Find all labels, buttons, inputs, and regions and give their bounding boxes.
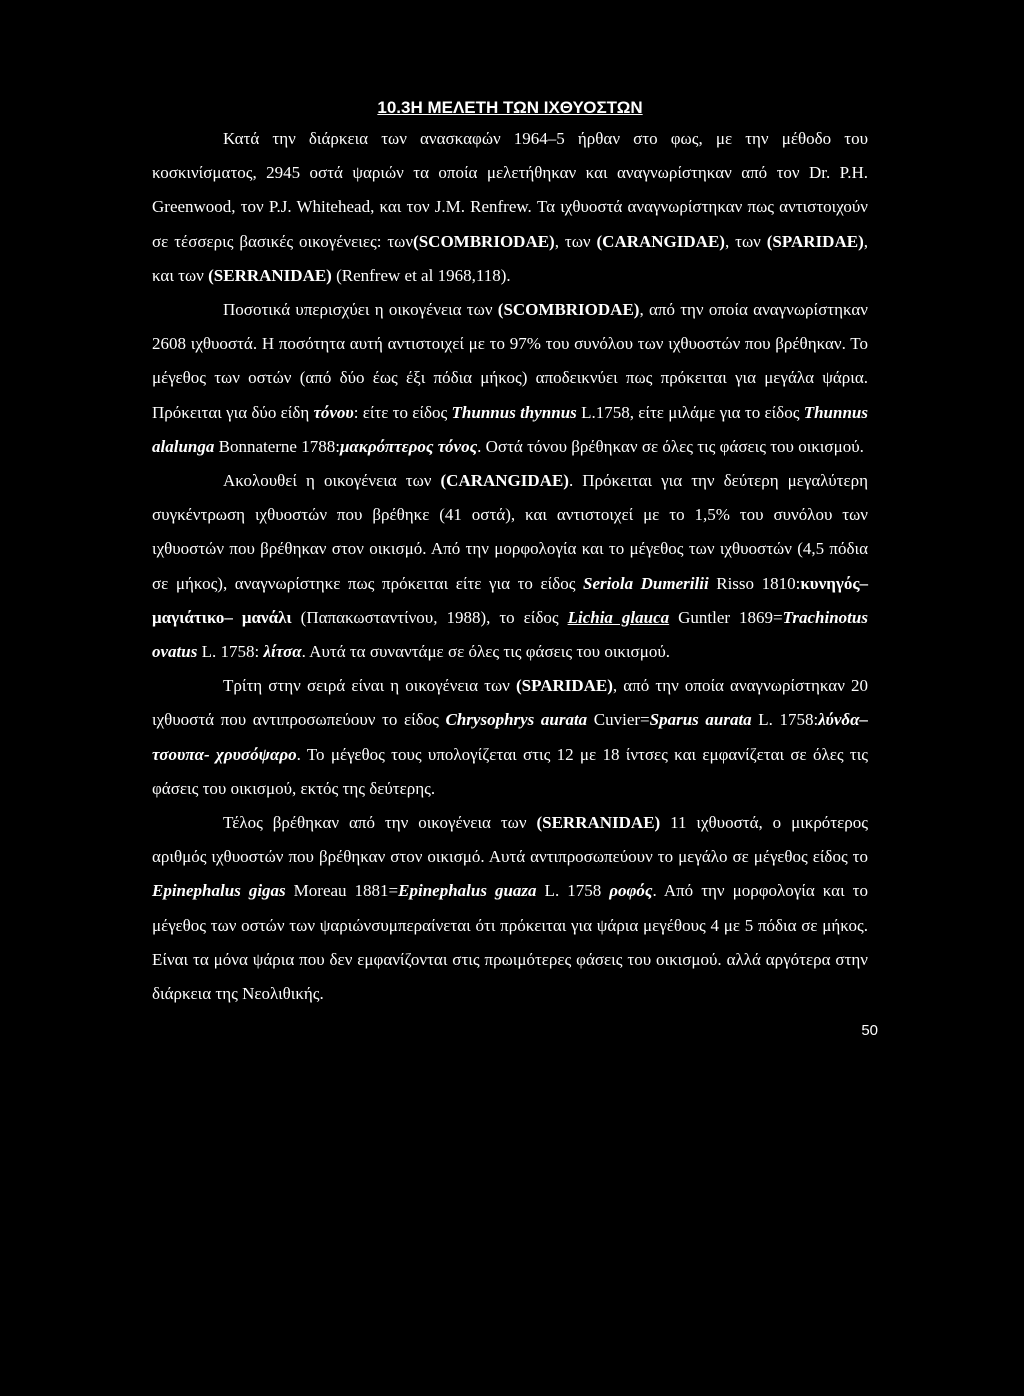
paragraph-4 [152,669,868,806]
p2-text-6: . Οστά τόνου βρέθηκαν σε όλες τις φάσεις του οικισμού. [477,436,864,456]
p5-text-4: L. 1758 [536,881,610,901]
p3-text-6: L. 1758: [197,642,264,662]
common-name-amberjack: κυνηγός–μαγιάτικο– μανάλι [152,573,868,627]
p5-text-5: . Από την μορφολογία και το μέγεθος των οστών των ψαριώνσυμπεραίνεται ότι πρόκειται για ψάρια μεγέθους 4 με 5 πόδια σε μήκος. Είναι τα μόνα ψάρια που δεν εμφανίζονται στις πρωιμότερες φάσεις του οικισμού. αλλά αργότερα στην διάρκεια της Νεολιθικής. [152,881,868,1004]
p3-text-4: (Παπακωσταντίνου, 1988), το είδος [291,607,568,627]
family-sparidae: (SPARIDAE) [515,676,613,696]
family-scombriodae: (SCOMBRIODAE) [413,231,555,251]
section-title: 10.3Η ΜΕΛΕΤΗ ΤΩΝ ΙΧΘΥΟΣΤΩΝ [377,98,643,117]
family-serranidae: (SERRANIDAE) [208,265,332,285]
species-epinephalus-guaza: Epinephalus guaza [398,881,537,901]
p4-text-2: , από την οποία αναγνωρίστηκαν 20 ιχθυοστά που αντιπροσωπεύουν το είδος [152,676,869,730]
p3-text-5: Guntler 1869= [669,607,783,627]
species-lichia-glauca: Lichia glauca [567,607,670,627]
p5-text-3: Moreau 1881= [285,881,399,901]
p5-text-2: 11 ιχθυοστά, ο μικρότερος αριθμός ιχθυοστών που βρέθηκαν στον οικισμό. Αυτά αντιπροσωπεύουν το μεγάλο σε μέγεθος είδος το [152,813,868,867]
common-name-grouper: ροφός [609,881,653,901]
document-body [152,96,868,1011]
common-name-tuna: τόνου [313,402,354,422]
p1-text-2: , των [554,231,597,251]
paragraph-1 [152,122,868,293]
p4-text-4: L. 1758: [751,710,819,730]
species-seriola-dumerilii: Seriola Dumerilii [583,573,709,593]
family-carangidae: (CARANGIDAE) [440,471,569,491]
species-thunnus-alalunga: Thunnus alalunga [152,402,868,456]
p2-text-5: Bonnaterne 1788: [214,436,340,456]
species-epinephalus-gigas: Epinephalus gigas [152,881,286,901]
common-name-gilthead: λύνδα–τσουπα- χρυσόψαρο [152,710,868,764]
species-sparus-aurata: Sparus aurata [649,710,752,730]
species-trachinotus-ovatus: Trachinotus ovatus [152,607,868,662]
p4-text-1: Τρίτη στην σειρά είναι η οικογένεια των [223,676,516,696]
page-number: 50 [861,1022,878,1039]
common-name-albacore: μακρόπτερος τόνος [339,436,478,456]
p3-text-1: Ακολουθεί η οικογένεια των [223,471,441,491]
species-chrysophrys-aurata: Chrysophrys aurata [445,710,588,730]
p5-text-1: Τέλος βρέθηκαν από την οικογένεια των [223,813,537,833]
p1-text-3: , των [724,231,767,251]
common-name-litsa: λίτσα [263,642,302,662]
family-carangidae: (CARANGIDAE) [596,231,725,251]
p2-text-2: , από την οποία αναγνωρίστηκαν 2608 ιχθυοστά. Η ποσότητα αυτή αντιστοιχεί με το 97% του συνόλου των ιχθυοστών που βρέθηκαν. Το μέγεθος των οστών (από δύο έως έξι πόδια μήκος) αποδεικνύει πως πρόκειται για μεγάλα ψάρια. Πρόκειται για δύο είδη [152,300,868,422]
p3-text-3: Risso 1810: [708,573,801,593]
p3-text-7: . Αυτά τα συναντάμε σε όλες τις φάσεις του οικισμού. [301,642,670,662]
paragraph-3 [152,464,868,669]
p2-text-3: : είτε το είδος [353,402,452,422]
family-sparidae: (SPARIDAE) [766,231,864,251]
paragraph-2 [152,293,868,464]
p4-text-3: Cuvier= [587,710,650,730]
p1-text-5: (Renfrew et al 1968,118). [331,265,511,285]
p2-text-1: Ποσοτικά υπερισχύει η οικογένεια των [223,300,498,320]
p4-text-5: . Το μέγεθος τους υπολογίζεται στις 12 με 18 ίντσες και εμφανίζεται σε όλες τις φάσεις του οικισμού, εκτός της δεύτερης. [152,744,869,798]
species-thunnus-thynnus: Thunnus thynnus [451,402,577,422]
p1-text-1: Κατά την διάρκεια των ανασκαφών 1964–5 ήρθαν στο φως, με την μέθοδο του κοσκινίσματος, 2945 οστά ψαριών τα οποία μελετήθηκαν και αναγνωρίστηκαν από τον Dr. P.H. Greenwood, τον P.J. Whitehead, και τον J.M. Renfrew. Τα ιχθυοστά αναγνωρίστηκαν πως αντιστοιχούν σε τέσσερις βασικές οικογένειες: των [152,129,868,251]
family-scombriodae: (SCOMBRIODAE) [497,300,640,320]
family-serranidae: (SERRANIDAE) [536,813,661,833]
p1-text-4: , και των [152,231,868,285]
p3-text-2: . Πρόκειται για την δεύτερη μεγαλύτερη συγκέντρωση ιχθυοστών που βρέθηκε (41 οστά), και αντιστοιχεί με το 1,5% του συνόλου των ιχθυοστών που βρέθηκαν στον οικισμό. Από την μορφολογία και το μέγεθος των ιχθυοστών (4,5 πόδια σε μήκος), αναγνωρίστηκε πως πρόκειται είτε για το είδος [152,471,869,593]
paragraph-5 [152,806,868,1011]
p2-text-4: L.1758, είτε μιλάμε για το είδος [576,402,804,422]
